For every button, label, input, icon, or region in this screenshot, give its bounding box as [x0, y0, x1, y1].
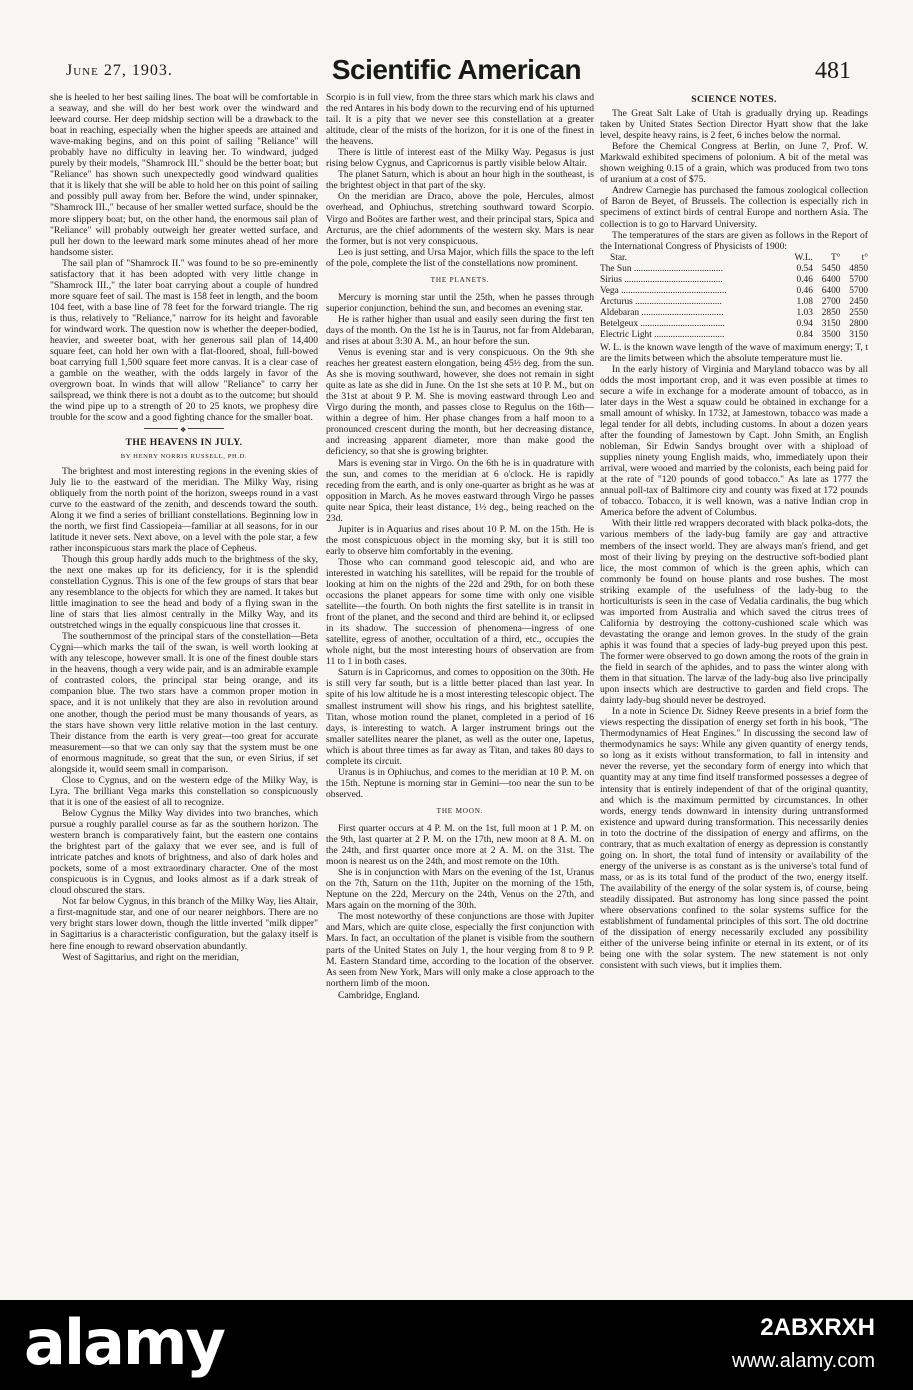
paragraph: In the early history of Virginia and Maryland tobacco was by all odds the most important crop, and it was even possible at times to secure a wife in exchange for a moderate amount of tobacco, as in later days in the West a squaw could be obtained in exchange for a small amount of whisky. In 1732, at Jamestown, tobacco was made a legal tender for all debts, including customs. In about a dozen years after the founding of Jamestown by Capt. John Smith, an English nobleman, Sir Edwin Sandys brought over with a shipload of supplies ninety young English maids, who, immediately upon their arrival, were wooed and married by the colonists, each being paid for at the rate of "120 pounds of good tobacco." As late as 1777 the annual poll-tax of Baltimore city and county was fixed at 172 pounds of tobacco. Tobacco, it is well known, was a native Indian crop in America before the advent of Columbus.	[600, 363, 868, 519]
paragraph: Those who can command good telescopic aid, and who are interested in watching his satellites, will be repaid for the trouble of looking at him on the nights of the 22d and 29th, for on both these occasions the planet appears for some time with only one visible satellite—the fourth. On both nights the first satellite is in transit in front of the planet, and the second and third are behind it, or eclipsed in its shadow. The succession of phenomena—ingress of one satellite, egress of another, occultation of a third, etc., occupies the whole night, but the most interesting hours of observation are from 11 to 1 in both cases.	[326, 556, 594, 668]
table-row	[600, 319, 868, 330]
paragraph: Uranus is in Ophiuchus, and comes to the meridian at 10 P. M. on the 15th. Neptune is morning star in Gemini—too near the sun to be observed.	[326, 766, 594, 800]
paragraph: Saturn is in Capricornus, and comes to opposition on the 30th. He is still very far south, but is a little better placed than last year. In spite of his low altitude he is a most interesting telescopic object. The smallest instrument will show his rings, and his brightest satellite, Titan, whose motion round the planet, completed in a period of 16 days, is interesting to watch. A larger instrument brings out the smaller satellites nearer the planet, as well as the outer one, Iapetus, which is about three times as far away as Titan, and takes 80 days to complete its circuit.	[326, 667, 594, 767]
paragraph: She is in conjunction with Mars on the evening of the 1st, Uranus on the 7th, Saturn on the 11th, Jupiter on the morning of the 15th, Neptune on the 22d, Mercury on the 24th, Venus on the 27th, and Mars again on the morning of the 30th.	[326, 867, 594, 912]
table-cell: 0.46	[796, 285, 813, 296]
table-cell: 3150	[821, 318, 841, 329]
article-title: SCIENCE NOTES.	[691, 94, 777, 105]
page-number: 481	[815, 58, 851, 84]
paragraph: West of Sagittarius, and right on the meridian,	[62, 951, 239, 963]
paragraph: With their little red wrappers decorated with black polka-dots, the various members of the lady-bug family are gay and attractive members of the insect world. They are always man's friend, and get most of their living by preying on the destructive soft-bodied plant lice, the most common of which is the green aphis, which can commonly be found on house plants and rose bushes. The most striking example of the usefulness of the lady-bug to the horticulturists is seen in the case of Vedalia cardinalis, the bug which was imported from Australia and which saved the citrus trees of California by destroying the cottony-cushioned scale which was devastating the orange and lemon groves. In the study of the grain aphis it was found that a species of lady-bug preyed upon this pest. The former were observed to go down among the roots of the grain in the field in search of the aphides, and to pass the winter along with them in that situation. The larvæ of the lady-bug also live principally upon insects which are destructive to garden and field crops. The dainty lady-bug should never be destroyed.	[600, 518, 868, 707]
table-cell: 6400	[821, 274, 841, 285]
paragraph: Mars is evening star in Virgo. On the 6th he is in quadrature with the sun, and comes to the meridian at 6 o'clock. He is rapidly receding from the earth, and is only one-quarter as bright as he was at opposition in March. As he moves eastward through Virgo he passes quite near Spica, their least distance, 1½ deg., being reached on the 23d.	[326, 457, 594, 524]
table-cell: 3150	[849, 329, 868, 340]
table-cell: 5450	[821, 263, 841, 274]
paragraph: The temperatures of the stars are given as follows in the Report of the International Congress of Physicists of 1900:	[600, 229, 868, 252]
table-cell: 0.84	[796, 329, 813, 340]
paragraph: she is heeled to her best sailing lines. The boat will be comfortable in a seaway, and she will do her best work over the windward and leeward course. Her deep midship section will be a drawback to the boat in reaching, especially when the higher speeds are attained and wave-making begins, and on this point of sailing "Reliance" will probably have no difficulty in leaving her. To windward, judged purely by their models, "Shamrock III." should be the better boat; but "Reliance" has shown such unexpectedly good windward qualities that it is likely that she will be able to hold her on this point of sailing and possibly pull away from her. Before the wind, under spinnaker, "Shamrock III.," because of her smaller wetted surface, should be the more slippery boat; but, on the other hand, the enormous sail plan of "Reliance" will probably outweigh her greater wetted surface, and pull her down to the leeward mark some minutes ahead of her more handsome sister.	[50, 92, 318, 258]
column-middle	[326, 92, 594, 1001]
paragraph: Andrew Carnegie has purchased the famous zoological collection of Baron de Beyet, of Brussels. The collection is especially rich in specimens of extinct birds of central Europe and northern Asia. The collection is to go to Harvard University.	[600, 185, 868, 230]
article-signoff: Cambridge, England.	[338, 989, 420, 1001]
table-cell: 4850	[849, 263, 868, 274]
table-row	[600, 275, 868, 286]
table-cell: Electric Light ..............................	[600, 329, 725, 340]
image-id-label: 2ABXRXH	[760, 1314, 875, 1341]
table-cell: 0.54	[796, 263, 813, 274]
table-cell: 1.08	[796, 296, 813, 307]
section-divider: ❖	[144, 428, 224, 432]
table-cell: 6400	[821, 285, 841, 296]
article-byline: BY HENRY NORRIS RUSSELL, PH.D.	[120, 453, 248, 461]
paragraph: First quarter occurs at 4 P. M. on the 1st, full moon at 1 P. M. on the 9th, last quarter at 2 P. M. on the 17th, new moon at 8 A. M. on the 24th, and first quarter once more at 2 A. M. on the 31st. The moon is nearest us on the 24th, and most remote on the 10th.	[326, 823, 594, 868]
table-cell: 2550	[849, 307, 868, 318]
table-row	[600, 308, 868, 319]
alamy-logo[interactable]: alamy	[24, 1306, 224, 1379]
paragraph: The southernmost of the principal stars of the constellation—Beta Cygni—which marks the tail of the swan, is well worth looking at with any telescope, however small. It is one of the finest double stars in the heavens, though a very wide pair, and is an admirable example of contrasted colors, the principal star being orange, and its companion blue. The two stars have a common proper motion in space, and it is not unlikely that they are also in revolution around one another, though the period must be many thousands of years, as the stars have shown very little relative motion in the last century. Their distance from the earth is very great—too great for accurate measurement—so that we can only say that the system must be one of enormous magnitude, so great that the sun, or even Sirius, if set alongside it, would seem small in comparison.	[50, 631, 318, 775]
paragraph: Though this group hardly adds much to the brightness of the sky, the next one makes up for its deficiency, for it is the splendid constellation Cygnus. This is one of the few groups of stars that bear any resemblance to the objects for which they are named. It takes but little imagination to see the head and body of a flying swan in the line of stars that lies almost centrally in the Milky Way, and its outstretched wings in the equally conspicuous line that crosses it.	[50, 553, 318, 632]
table-cell: 2800	[849, 318, 868, 329]
table-cell: Sirius ..........................................	[600, 274, 723, 285]
paragraph: Mercury is morning star until the 25th, when he passes through superior conjunction, behind the sun, and becomes an evening star.	[326, 291, 594, 314]
paragraph: Before the Chemical Congress at Berlin, on June 7, Prof. W. Markwald exhibited specimens of polonium. A bit of the metal was shown weighing 0.15 of a grain, which was produced from two tons of uranium at a cost of $75.	[600, 141, 868, 186]
paragraph: The sail plan of "Shamrock II." was found to be so pre-eminently satisfactory that it has been adopted with very little change in "Shamrock III.," the later boat carrying about a couple of hundred more square feet of sail. The mast is 158 feet in length, and the boom 104 feet, with a base line of 78 feet for the forward triangle. The rig is thus, relatively to "Reliance," narrow for its height and favorable for windward work. The question now is whether the deeper-bodied, heavier, and sweeter boat, with her generous sail plan of 14,400 square feet, can hold her own with a flat-floored, shoal, full-bowed boat carrying full 1,500 square feet more canvas. It is a clear case of a gamble on the weather, with the odds largely in favor of the overgrown boat. In winds that will allow "Reliance" to carry her sailspread, we think there is not a doubt as to the outcome; but should the wind pipe up to a strength of 20 to 25 knots, we prophesy dire trouble for the scow and a good fighting chance for the smaller boat.	[50, 257, 318, 424]
table-cell: Aldebaran ...................................	[600, 307, 724, 318]
paragraph: Venus is evening star and is very conspicuous. On the 9th she reaches her greatest eastern elongation, being 45½ deg. from the sun. As she is moving southward, however, she does not remain in sight quite as late as she did in June. On the 1st she sets at 10 P. M., but on the 31st at about 9 P. M. She is moving eastward through Leo and Virgo during the month, and passes close to Regulus on the 16th—within a degree of him. Her phase changes from a half moon to a pronounced crescent during the month, but her decreasing distance, and increasing apparent diameter, more than make good the deficiency, so that she is growing brighter.	[326, 347, 594, 458]
table-header-cell: W.L.	[794, 252, 813, 263]
stock-photo-banner	[0, 1300, 913, 1390]
table-cell: 2450	[849, 296, 868, 307]
paragraph: The planet Saturn, which is about an hour high in the southeast, is the brightest object in that part of the sky.	[326, 169, 594, 192]
table-row	[600, 297, 868, 308]
column-right	[600, 92, 868, 971]
table-cell: 5700	[849, 285, 868, 296]
table-cell: 2700	[821, 296, 841, 307]
table-cell: 0.94	[796, 318, 813, 329]
paragraph: The most noteworthy of these conjunctions are those with Jupiter and Mars, which are quite close, especially the first conjunction with Mars. In fact, an occultation of the planet is visible from the southern parts of the United States on July 1, the hour verging from 8 to 9 P. M. Eastern Standard time, according to the location of the observer. As seen from New York, Mars will only make a close approach to the northern limb of the moon.	[326, 911, 594, 989]
table-cell: 5700	[849, 274, 868, 285]
table-header-cell: t°	[861, 252, 868, 263]
paragraph: Jupiter is in Aquarius and rises about 10 P. M. on the 15th. He is the most conspicuous object in the morning sky, but it is still too early to observe him comfortably in the evening.	[326, 523, 594, 557]
table-cell: Arcturus .....................................	[600, 296, 722, 307]
paragraph: Scorpio is in full view, from the three stars which mark his claws and the red Antares in his body down to the recurving end of his upturned tail. It is a pity that we never see this constellation at a greater altitude, clear of the mists of the horizon, for it is one of the finest in the heavens.	[326, 92, 594, 148]
table-cell: 2850	[821, 307, 841, 318]
paragraph: Below Cygnus the Milky Way divides into two branches, which pursue a roughly parallel course as far as the southern horizon. The western branch is comparatively faint, but the eastern one contains the brightest part of the galaxy that we ever see, and is full of intricate patches and knots of brightness, and also of dark holes and pockets, some of a most extraordinary character. One of the most conspicuous is in Cygnus, and looks almost as if a dark streak of cloud obscured the stars.	[50, 807, 318, 897]
table-cell: The Sun ......................................	[600, 263, 723, 274]
table-row	[600, 286, 868, 297]
paragraph: There is little of interest east of the Milky Way. Pegasus is just rising below Cygnus, and Capricornus is partly visible below Altair.	[326, 147, 594, 170]
paragraph: In a note in Science Dr. Sidney Reeve presents in a brief form the views respecting the dissipation of energy set forth in his book, "The Thermodynamics of Heat Engines." In discussing the second law of thermodynamics he says: While any given quantity of energy tends, so long as it exists without transformation, to fall in intensity and never the reverse, yet the secondary form of energy into which that quantity may at any time find itself transformed possesses a degree of intensity that is entirely independent of that of the original quantity, and which is the maximum permitted by circumstances. In other words, energy tends downward in intensity during untransformed existence and upward during transformation. This necessarily denies in toto the doctrine of the dissipation of energy and affirms, on the contrary, that as much exaltation of energy as depression is constantly going on. In short, the total fund of intensity or availability of the energy of the universe is as constant as is the universe's total fund of mass, or as is its total fund of the product of the two, energy itself. The availability of the energy of the solar system is, of course, being steadily dissipated. But astronomy has long since passed the point where observations confined to the solar systems suffice for the establishment of fundamental principles of this sort. The old doctrine of the dissipation of energy necessarily excluded any possibility either of the universe being infinite or eternal in its extent, or of its being one with the solar system. The new statement is not only consistent with such views, but it implies them.	[600, 706, 869, 972]
site-url-link[interactable]: www.alamy.com	[732, 1350, 875, 1372]
page-header	[0, 52, 913, 92]
paragraph: He is rather higher than usual and easily seen during the first ten days of the month. On the 1st he is in Taurus, not far from Aldebaran, and rises at about 3:30 A. M., an hour before the sun.	[326, 313, 594, 347]
masthead-title: Scientific American	[331, 54, 582, 85]
paragraph: W. L. is the known wave length of the wave of maximum energy; T, t are the limits between which the absolute temperature must lie.	[600, 341, 868, 364]
table-row	[600, 330, 868, 341]
table-cell: Vega .............................................	[600, 285, 727, 296]
issue-date: June 27, 1903.	[66, 62, 173, 79]
paragraph: On the meridian are Draco, above the pole, Hercules, almost overhead, and Ophiuchus, stretching southward toward Scorpio. Virgo and Boötes are farther west, and their principal stars, Spica and Arcturus, are the chief adornments of the western sky. Mars is near the former, but is not very conspicuous.	[326, 191, 594, 247]
table-header-cell: T°	[830, 252, 841, 263]
table-cell: 3500	[821, 329, 841, 340]
paragraph: Not far below Cygnus, in this branch of the Milky Way, lies Altair, a first-magnitude star, and one of our nearer neighbors. There are no very bright stars lower down, though the little inverted "milk dipper" in Sagittarius is a characteristic configuration, but the galaxy itself is here fine enough to reward observation abundantly.	[50, 896, 318, 952]
table-cell: Betelgeux ....................................	[600, 318, 725, 329]
subsection-heading-moon: THE MOON.	[436, 806, 484, 815]
table-header-cell: Star.	[610, 252, 627, 263]
article-title: THE HEAVENS IN JULY.	[125, 437, 243, 449]
table-header-row	[600, 253, 868, 264]
table-cell: 0.46	[796, 274, 813, 285]
table-cell: 1.03	[796, 307, 813, 318]
table-row	[600, 264, 868, 275]
star-temperature-table	[600, 253, 868, 341]
paragraph: The brightest and most interesting regions in the evening skies of July lie to the eastward of the meridian. The Milky Way, rising obliquely from the north point of the horizon, sweeps round in a vast curve to the eastward of the zenith, and descends toward the south. Along it we find a series of brilliant constellations. Beginning low in the north, we first find Cassiopeia—familiar at all seasons, for in our latitude it never sets. Next above, on a level with the pole star, a few rather inconspicuous stars mark the place of Cepheus.	[50, 465, 318, 554]
paragraph: Close to Cygnus, and on the western edge of the Milky Way, is Lyra. The brilliant Vega marks this constellation so conspicuously that it is one of the easiest of all to recognize.	[50, 774, 318, 808]
paragraph: The Great Salt Lake of Utah is gradually drying up. Readings taken by United States Section Director Hyatt show that the lake level, despite heavy rains, is 2 feet, 6 inches below the normal.	[600, 108, 868, 142]
subsection-heading-planets: THE PLANETS.	[430, 275, 490, 284]
paragraph: Leo is just setting, and Ursa Major, which fills the space to the left of the pole, complete the list of the constellations now prominent.	[326, 246, 594, 269]
column-left	[50, 92, 318, 963]
